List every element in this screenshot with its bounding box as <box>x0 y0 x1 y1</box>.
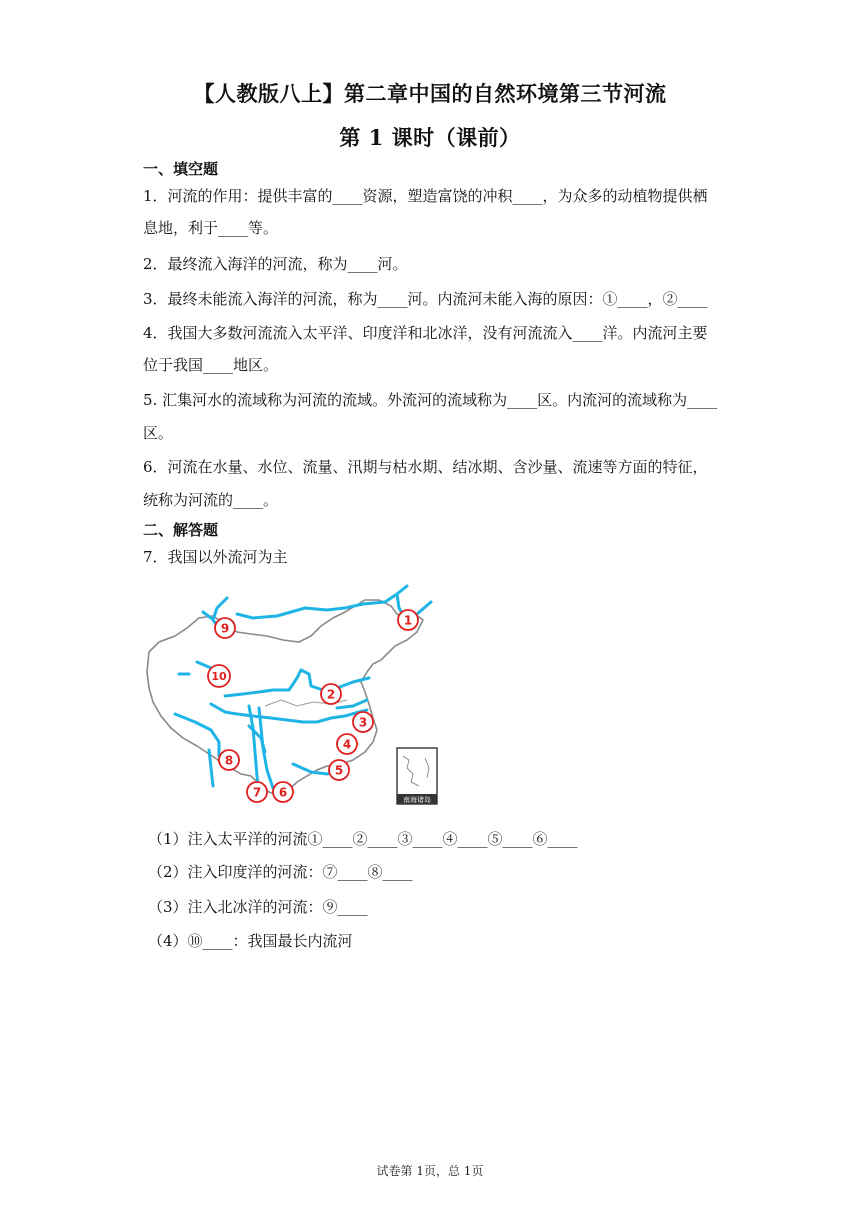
question-4-line-2: 位于我国____地区。 <box>143 356 279 374</box>
marker-4: 4 <box>342 737 352 752</box>
question-6-line-2: 统称为河流的____。 <box>143 491 279 509</box>
river-6 <box>259 708 273 788</box>
page-title: 【人教版八上】第二章中国的自然环境第三节河流 <box>193 81 667 106</box>
question-7-part-2: （2）注入印度洋的河流：⑦____⑧____ <box>148 863 413 881</box>
section-heading-answer: 二、解答题 <box>143 521 219 539</box>
marker-10: 10 <box>211 670 227 683</box>
question-7: 7．我国以外流河为主 <box>143 548 288 566</box>
river-2 <box>225 670 369 696</box>
inset-label: 南海诸岛 <box>403 796 431 804</box>
question-7-part-1: （1）注入太平洋的河流①____②____③____④____⑤____⑥____ <box>148 830 578 848</box>
river-8 <box>175 714 219 756</box>
question-2: 2．最终流入海洋的河流，称为____河。 <box>143 255 408 273</box>
marker-6: 6 <box>278 785 288 800</box>
question-5-line-1: 5. 汇集河水的流域称为河流的流域。外流河的流域称为____区。内流河的流域称为____ <box>143 391 718 409</box>
marker-7: 7 <box>252 785 262 800</box>
question-7-part-3: （3）注入北冰洋的河流：⑨____ <box>148 898 368 916</box>
marker-8: 8 <box>224 753 234 768</box>
marker-5: 5 <box>334 763 344 778</box>
question-7-part-4: （4）⑩____：我国最长内流河 <box>148 932 353 950</box>
marker-2: 2 <box>326 687 336 702</box>
china-river-map <box>141 578 441 810</box>
marker-9: 9 <box>220 621 230 636</box>
question-4-line-1: 4．我国大多数河流流入太平洋、印度洋和北冰洋，没有河流流入____洋。内流河主要 <box>143 324 708 342</box>
marker-3: 3 <box>358 715 368 730</box>
marker-1: 1 <box>403 613 413 628</box>
question-1-line-1: 1．河流的作用：提供丰富的____资源，塑造富饶的冲积____，为众多的动植物提供栖 <box>143 187 708 205</box>
question-6-line-1: 6．河流在水量、水位、流量、汛期与枯水期、结冰期、含沙量、流速等方面的特征， <box>143 458 708 476</box>
page-subtitle: 第 1 课时（课前） <box>339 125 521 150</box>
page-footer: 试卷第 1页，总 1页 <box>376 1164 484 1178</box>
china-outline <box>147 600 423 796</box>
question-1-line-2: 息地，利于____等。 <box>143 219 279 237</box>
section-heading-fill-blank: 一、填空题 <box>143 160 219 178</box>
question-5-line-2: 区。 <box>143 424 174 442</box>
river-7 <box>249 706 259 794</box>
question-3: 3．最终未能流入海洋的河流，称为____河。内流河未能入海的原因：①____，②____ <box>143 290 708 308</box>
